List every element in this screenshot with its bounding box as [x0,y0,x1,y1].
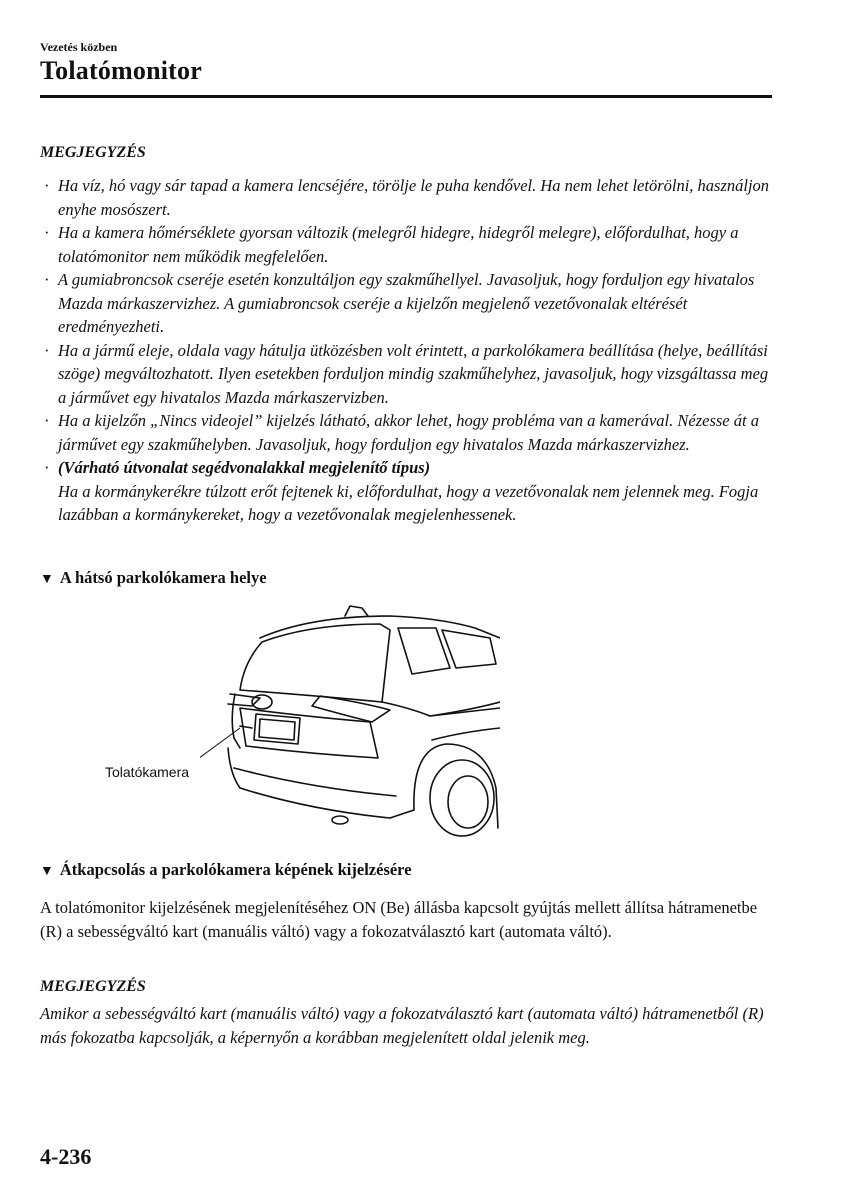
triangle-down-icon: ▼ [40,864,54,879]
car-rear-illustration [200,598,500,838]
note-item [40,174,780,221]
note-item [40,409,780,456]
page-number: 4-236 [40,1144,92,1169]
switch-heading-text: Átkapcsolás a parkolókamera képének kijelzésére [59,860,412,879]
note-item-text: Ha a kamera hőmérséklete gyorsan változik (melegről hidegre, hidegről melegre), előfordulhat, hogy a tolatómonitor nem működik megfelelően. [58,223,739,266]
note-heading: MEGJEGYZÉS [40,144,146,161]
page-title: Tolatómonitor [40,56,202,85]
note-item-text: Ha a jármű eleje, oldala vagy hátulja ütközésben volt érintett, a parkolókamera beállítása (helye, beállítási szöge) megváltozhatott. Ilyen esetekben forduljon mindig szakműhelyhez, javasoljuk, hogy vizsgáltassa meg a járművet egy hivatalos Mazda márkaszervizben. [58,340,769,407]
switch-paragraph: A tolatómonitor kijelzésének megjelenítéséhez ON (Be) állásba kapcsolt gyújtás mellett állítsa hátramenetbe (R) a sebességváltó kart (manuális váltó) vagy a fokozatválasztó kart (automata váltó). [40,898,758,941]
camera-callout-label: Tolatókamera [105,764,190,780]
bullet: · [44,411,50,430]
note-item [40,339,780,410]
note-text-2: Amikor a sebességváltó kart (manuális váltó) vagy a fokozatválasztó kart (automata váltó) hátramenetből (R) más fokozatba kapcsolják, a képernyőn a korábban megjelenített oldal jelenik meg. [40,1004,764,1047]
switch-heading [40,860,412,880]
bullet: · [44,458,50,477]
note-item [40,268,780,339]
note-item-text: Ha a kormánykerékre túlzott erőt fejtenek ki, előfordulhat, hogy a vezetővonalak nem jelennek meg. Fogja lazábban a kormánykereket, hogy a vezetővonalak megjelenhessenek. [58,481,759,524]
note-item-text: Ha víz, hó vagy sár tapad a kamera lencséjére, törölje le puha kendővel. Ha nem lehet letörölni, használjon enyhe mosószert. [58,176,770,219]
camera-location-heading-text: A hátsó parkolókamera helye [59,568,267,587]
note-item-text: Ha a kijelzőn „Nincs videojel” kijelzés látható, akkor lehet, hogy probléma van a kamerával. Nézesse át a járművet egy szakműhelyben. Javasoljuk, hogy forduljon egy hivatalos Mazda márkaszervizhez. [58,411,759,454]
bullet: · [44,340,50,360]
note-item [40,456,780,527]
bullet: · [44,270,50,289]
bullet: · [44,223,50,242]
title-divider [40,95,772,98]
note-item-title: (Várható útvonalat segédvonalakkal megjelenítő típus) [58,458,431,477]
triangle-down-icon: ▼ [40,572,54,587]
note-item-text: A gumiabroncsok cseréje esetén konzultáljon egy szakműhellyel. Javasoljuk, hogy forduljon egy hivatalos Mazda márkaszervizhez. A gumiabroncsok cseréje a kijelzőn megjelenő vezetővonalak eltérését eredményezheti. [58,270,755,336]
note-heading-2: MEGJEGYZÉS [40,978,146,995]
section-label: Vezetés közben [40,40,118,54]
note-list [40,174,780,527]
bullet: · [44,176,50,195]
camera-location-heading [40,568,267,588]
note-item [40,221,780,268]
